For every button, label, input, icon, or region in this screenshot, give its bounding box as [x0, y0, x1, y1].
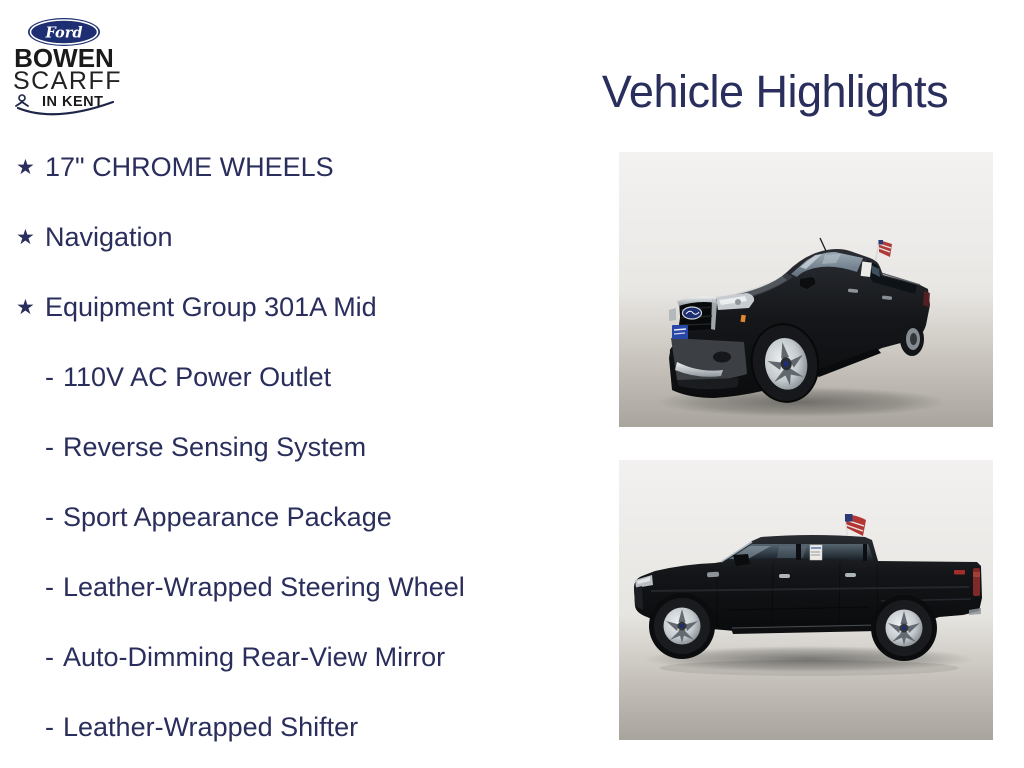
feature-text: Equipment Group 301A Mid: [45, 291, 377, 322]
feature-item: [16, 272, 465, 342]
feature-text: Reverse Sensing System: [63, 431, 367, 462]
feature-text: 110V AC Power Outlet: [63, 361, 332, 392]
dash-bullet: -: [45, 641, 54, 672]
page-title: Vehicle Highlights: [601, 66, 949, 118]
dash-bullet: -: [45, 361, 54, 392]
feature-subitem: [16, 412, 465, 482]
star-bullet-icon: ★: [16, 155, 35, 179]
feature-text: Leather-Wrapped Steering Wheel: [63, 571, 465, 602]
feature-text: Navigation: [45, 221, 173, 252]
logo-line-inkent: IN KENT: [42, 94, 104, 110]
dash-bullet: -: [45, 711, 54, 742]
dash-bullet: -: [45, 501, 54, 532]
dash-bullet: -: [45, 431, 54, 462]
feature-text: Sport Appearance Package: [63, 501, 392, 532]
feature-text: 17" CHROME WHEELS: [45, 151, 334, 182]
vehicle-photo-front-quarter: [619, 152, 993, 427]
dealer-logo: [13, 17, 122, 119]
logo-line-bowen: BOWEN: [14, 43, 114, 73]
feature-subitem: [16, 552, 465, 622]
feature-text: Leather-Wrapped Shifter: [63, 711, 359, 742]
dash-bullet: -: [45, 571, 54, 602]
feature-subitem: [16, 342, 465, 412]
feature-list: [16, 132, 465, 762]
feature-subitem: [16, 482, 465, 552]
star-bullet-icon: ★: [16, 225, 35, 249]
logo-swoosh: [13, 93, 117, 119]
feature-text: Auto-Dimming Rear-View Mirror: [63, 641, 446, 672]
feature-subitem: [16, 622, 465, 692]
feature-item: [16, 132, 465, 202]
logo-line-scarff: SCARFF: [13, 67, 122, 95]
ford-script: Ford: [45, 24, 83, 42]
star-bullet-icon: ★: [16, 295, 35, 319]
vehicle-photo-side: [619, 460, 993, 740]
feature-item: [16, 202, 465, 272]
feature-subitem: [16, 692, 465, 762]
